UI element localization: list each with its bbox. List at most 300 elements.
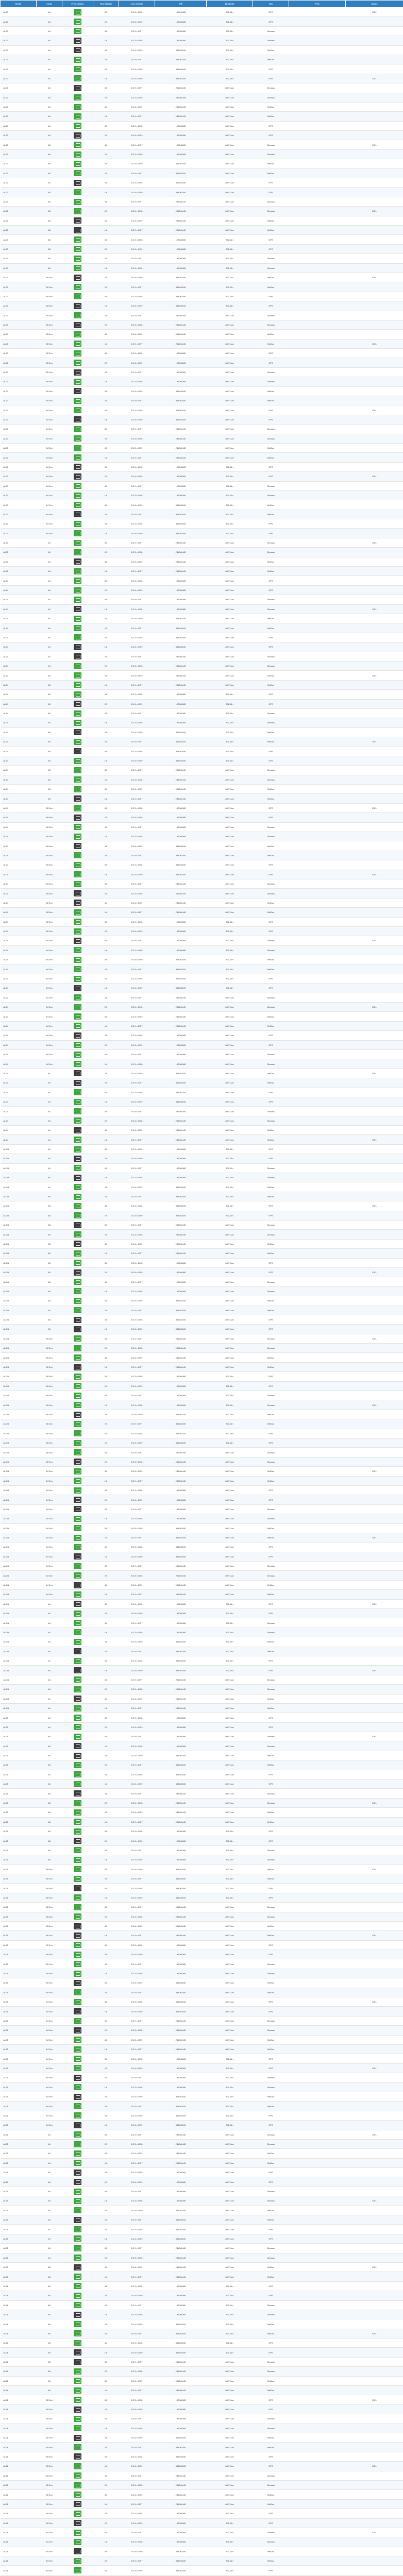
table-row[interactable] xyxy=(1,822,403,832)
table-row[interactable] xyxy=(1,614,403,623)
table-row[interactable] xyxy=(1,2111,403,2120)
table-row[interactable] xyxy=(1,2518,403,2528)
table-row[interactable] xyxy=(1,2044,403,2054)
table-row[interactable] xyxy=(1,282,403,292)
table-row[interactable] xyxy=(1,425,403,434)
table-row[interactable] xyxy=(1,1760,403,1770)
table-row[interactable] xyxy=(1,462,403,471)
table-row[interactable] xyxy=(1,803,403,812)
table-row[interactable] xyxy=(1,1703,403,1713)
table-row[interactable] xyxy=(1,2433,403,2443)
table-row[interactable] xyxy=(1,510,403,519)
table-row[interactable] xyxy=(1,2102,403,2111)
table-row[interactable] xyxy=(1,1798,403,1807)
table-row[interactable] xyxy=(1,1874,403,1883)
table-row[interactable] xyxy=(1,1438,403,1447)
table-row[interactable] xyxy=(1,2499,403,2509)
table-row[interactable] xyxy=(1,1069,403,1078)
table-row[interactable] xyxy=(1,2121,403,2130)
table-row[interactable] xyxy=(1,585,403,595)
table-row[interactable] xyxy=(1,1296,403,1306)
table-row[interactable] xyxy=(1,1400,403,1410)
table-row[interactable] xyxy=(1,1372,403,1381)
table-row[interactable] xyxy=(1,718,403,727)
cell: 1/2.3 x 1/2.8 xyxy=(119,917,155,926)
cell: 1.6 xyxy=(93,604,119,614)
table-row[interactable] xyxy=(1,2035,403,2044)
table-row[interactable] xyxy=(1,945,403,955)
table-row[interactable] xyxy=(1,851,403,860)
table-row[interactable] xyxy=(1,386,403,396)
table-row[interactable] xyxy=(1,2092,403,2101)
table-row[interactable] xyxy=(1,1448,403,1457)
table-row[interactable] xyxy=(1,1221,403,1230)
column-header[interactable]: Head xyxy=(37,1,62,8)
cell xyxy=(289,936,346,945)
table-row[interactable] xyxy=(1,1135,403,1144)
table-row[interactable] xyxy=(1,2424,403,2433)
table-row[interactable] xyxy=(1,197,403,206)
table-row[interactable] xyxy=(1,1580,403,1589)
table-row[interactable] xyxy=(1,2480,403,2489)
table-row[interactable] xyxy=(1,2196,403,2206)
table-row[interactable] xyxy=(1,1893,403,1902)
table-row[interactable] xyxy=(1,936,403,945)
table-row[interactable] xyxy=(1,1012,403,1021)
table-row[interactable] xyxy=(1,121,403,130)
table-row[interactable] xyxy=(1,841,403,851)
table-row[interactable] xyxy=(1,2509,403,2518)
table-row[interactable] xyxy=(1,26,403,36)
table-row[interactable] xyxy=(1,2225,403,2234)
column-header[interactable]: Model xyxy=(1,1,37,8)
table-row[interactable] xyxy=(1,2528,403,2537)
table-row[interactable] xyxy=(1,1827,403,1836)
table-row[interactable] xyxy=(1,2300,403,2310)
table-row[interactable] xyxy=(1,405,403,415)
table-row[interactable] xyxy=(1,548,403,557)
table-row[interactable] xyxy=(1,1921,403,1930)
table-row[interactable] xyxy=(1,2206,403,2215)
table-row[interactable] xyxy=(1,292,403,301)
table-row[interactable] xyxy=(1,339,403,348)
table-row[interactable] xyxy=(1,131,403,140)
table-row[interactable] xyxy=(1,1182,403,1192)
table-row[interactable] xyxy=(1,1741,403,1751)
table-row[interactable] xyxy=(1,1154,403,1163)
table-row[interactable] xyxy=(1,2168,403,2177)
table-row[interactable] xyxy=(1,576,403,585)
table-row[interactable] xyxy=(1,1656,403,1665)
table-row[interactable] xyxy=(1,330,403,339)
table-row[interactable] xyxy=(1,2291,403,2300)
table-row[interactable] xyxy=(1,699,403,708)
table-row[interactable] xyxy=(1,813,403,822)
table-row[interactable] xyxy=(1,1078,403,1088)
table-row[interactable] xyxy=(1,453,403,462)
table-row[interactable] xyxy=(1,149,403,159)
table-row[interactable] xyxy=(1,358,403,367)
table-row[interactable] xyxy=(1,2319,403,2329)
table-row[interactable] xyxy=(1,661,403,670)
table-row[interactable] xyxy=(1,2063,403,2073)
table-row[interactable] xyxy=(1,2537,403,2547)
table-row[interactable] xyxy=(1,1903,403,1912)
table-row[interactable] xyxy=(1,775,403,784)
table-row[interactable] xyxy=(1,1457,403,1466)
table-row[interactable] xyxy=(1,1049,403,1059)
table-row[interactable] xyxy=(1,1855,403,1865)
table-row[interactable] xyxy=(1,1286,403,1296)
table-row[interactable] xyxy=(1,1722,403,1732)
table-row[interactable] xyxy=(1,604,403,614)
table-row[interactable] xyxy=(1,2026,403,2035)
table-row[interactable] xyxy=(1,2281,403,2291)
table-row[interactable] xyxy=(1,320,403,329)
table-row[interactable] xyxy=(1,1685,403,1694)
column-header[interactable]: Rear display xyxy=(93,1,119,8)
table-row[interactable] xyxy=(1,36,403,45)
table-row[interactable] xyxy=(1,595,403,604)
table-row[interactable] xyxy=(1,756,403,765)
table-row[interactable] xyxy=(1,74,403,83)
table-row[interactable] xyxy=(1,2187,403,2196)
table-row[interactable] xyxy=(1,1467,403,1476)
table-row[interactable] xyxy=(1,1912,403,1921)
table-row[interactable] xyxy=(1,567,403,576)
table-row[interactable] xyxy=(1,1003,403,1012)
table-row[interactable] xyxy=(1,2556,403,2566)
table-row[interactable] xyxy=(1,737,403,747)
table-row[interactable] xyxy=(1,529,403,538)
table-row[interactable] xyxy=(1,1344,403,1353)
table-row[interactable] xyxy=(1,244,403,253)
table-row[interactable] xyxy=(1,1533,403,1542)
table-row[interactable] xyxy=(1,917,403,926)
table-row[interactable] xyxy=(1,45,403,55)
table-row[interactable] xyxy=(1,207,403,216)
table-row[interactable] xyxy=(1,1808,403,1817)
table-row[interactable] xyxy=(1,2443,403,2452)
table-row[interactable] xyxy=(1,1836,403,1845)
table-row[interactable] xyxy=(1,671,403,680)
table-row[interactable] xyxy=(1,879,403,888)
table-row[interactable] xyxy=(1,974,403,983)
column-header[interactable]: Nav xyxy=(253,1,289,8)
table-row[interactable] xyxy=(1,2490,403,2499)
table-row[interactable] xyxy=(1,1988,403,1997)
table-row[interactable] xyxy=(1,1770,403,1779)
cell: BeiDou xyxy=(253,1069,289,1078)
table-row[interactable] xyxy=(1,680,403,689)
cell: Glonass xyxy=(253,1969,289,1978)
table-row[interactable] xyxy=(1,1126,403,1135)
column-header[interactable]: Front display xyxy=(62,1,93,8)
table-row[interactable] xyxy=(1,1334,403,1343)
table-row[interactable] xyxy=(1,1590,403,1599)
table-row[interactable] xyxy=(1,225,403,234)
table-row[interactable] xyxy=(1,1751,403,1760)
table-row[interactable] xyxy=(1,1258,403,1267)
cell: A4 Eco xyxy=(37,2026,62,2035)
display-badge-icon xyxy=(74,1771,81,1777)
column-header[interactable]: Status xyxy=(346,1,403,8)
table-row[interactable] xyxy=(1,1609,403,1618)
table-row[interactable] xyxy=(1,367,403,377)
table-row[interactable] xyxy=(1,2234,403,2243)
table-row[interactable] xyxy=(1,1732,403,1741)
table-row[interactable] xyxy=(1,1884,403,1893)
table-row[interactable] xyxy=(1,2471,403,2480)
table-row[interactable] xyxy=(1,908,403,917)
table-row[interactable] xyxy=(1,1306,403,1315)
table-row[interactable] xyxy=(1,1163,403,1173)
table-row[interactable] xyxy=(1,642,403,652)
table-row[interactable] xyxy=(1,1419,403,1429)
table-row[interactable] xyxy=(1,993,403,1002)
table-row[interactable] xyxy=(1,1675,403,1684)
table-row[interactable] xyxy=(1,766,403,775)
table-row[interactable] xyxy=(1,1618,403,1628)
table-row[interactable] xyxy=(1,870,403,879)
table-row[interactable] xyxy=(1,1088,403,1097)
table-row[interactable] xyxy=(1,690,403,699)
table-row[interactable] xyxy=(1,2452,403,2461)
table-row[interactable] xyxy=(1,434,403,443)
table-row[interactable] xyxy=(1,273,403,282)
table-row[interactable] xyxy=(1,377,403,386)
display-badge-icon xyxy=(74,521,81,527)
table-row[interactable] xyxy=(1,1950,403,1959)
table-row[interactable] xyxy=(1,311,403,320)
table-row[interactable] xyxy=(1,93,403,102)
cell xyxy=(346,1306,403,1315)
table-row[interactable] xyxy=(1,1523,403,1533)
table-row[interactable] xyxy=(1,1097,403,1106)
table-row[interactable] xyxy=(1,83,403,93)
table-row[interactable] xyxy=(1,2139,403,2148)
table-row[interactable] xyxy=(1,1410,403,1419)
cell: GPS xyxy=(253,690,289,699)
table-row[interactable] xyxy=(1,1211,403,1220)
table-row[interactable] xyxy=(1,1969,403,1978)
table-row[interactable] xyxy=(1,1562,403,1571)
table-row[interactable] xyxy=(1,2357,403,2366)
table-row[interactable] xyxy=(1,1978,403,1988)
table-row[interactable] xyxy=(1,1362,403,1371)
table-row[interactable] xyxy=(1,2386,403,2395)
table-row[interactable] xyxy=(1,1173,403,1182)
cell: 1/1.8 x 1/2.9 xyxy=(119,500,155,510)
column-header[interactable]: Lens module xyxy=(119,1,155,8)
table-row[interactable] xyxy=(1,2566,403,2575)
table-row[interactable] xyxy=(1,349,403,358)
table-row[interactable] xyxy=(1,2272,403,2281)
table-row[interactable] xyxy=(1,1552,403,1561)
table-row[interactable] xyxy=(1,1267,403,1277)
table-row[interactable] xyxy=(1,2082,403,2092)
table-row[interactable] xyxy=(1,2310,403,2319)
cell: 3840x2160 xyxy=(155,2566,207,2575)
table-row[interactable] xyxy=(1,1391,403,1400)
table-row[interactable] xyxy=(1,8,403,17)
table-row[interactable] xyxy=(1,17,403,26)
table-row[interactable] xyxy=(1,2376,403,2385)
display-badge-icon xyxy=(74,1430,81,1436)
table-row[interactable] xyxy=(1,1239,403,1248)
table-row[interactable] xyxy=(1,55,403,64)
cell: Glonass xyxy=(253,1448,289,1457)
column-header[interactable]: Price xyxy=(289,1,346,8)
table-row[interactable] xyxy=(1,1325,403,1334)
table-row[interactable] xyxy=(1,652,403,661)
table-row[interactable] xyxy=(1,1429,403,1438)
table-row[interactable] xyxy=(1,860,403,870)
table-row[interactable] xyxy=(1,2462,403,2471)
cell: 1/1.8 x 1/2.9 xyxy=(119,1267,155,1277)
table-row[interactable] xyxy=(1,2338,403,2348)
table-row[interactable] xyxy=(1,443,403,452)
column-header[interactable]: Bluetooth xyxy=(207,1,253,8)
table-row[interactable] xyxy=(1,1789,403,1798)
table-row[interactable] xyxy=(1,481,403,490)
table-row[interactable] xyxy=(1,984,403,993)
table-row[interactable] xyxy=(1,1381,403,1391)
table-row[interactable] xyxy=(1,1476,403,1485)
table-row[interactable] xyxy=(1,2016,403,2025)
cell: AL23 xyxy=(1,320,37,329)
table-row[interactable] xyxy=(1,2547,403,2556)
table-row[interactable] xyxy=(1,1647,403,1656)
table-row[interactable] xyxy=(1,2215,403,2225)
table-row[interactable] xyxy=(1,415,403,424)
table-row[interactable] xyxy=(1,1504,403,1514)
table-row[interactable] xyxy=(1,159,403,168)
table-row[interactable] xyxy=(1,557,403,566)
table-row[interactable] xyxy=(1,64,403,74)
table-row[interactable] xyxy=(1,490,403,500)
table-row[interactable] xyxy=(1,112,403,121)
table-row[interactable] xyxy=(1,216,403,225)
table-row[interactable] xyxy=(1,1845,403,1855)
table-row[interactable] xyxy=(1,2130,403,2139)
table-row[interactable] xyxy=(1,1021,403,1030)
table-row[interactable] xyxy=(1,1116,403,1125)
column-header[interactable]: Wifi xyxy=(155,1,207,8)
table-row[interactable] xyxy=(1,2348,403,2357)
table-row[interactable] xyxy=(1,188,403,197)
table-row[interactable] xyxy=(1,1694,403,1703)
table-row[interactable] xyxy=(1,140,403,149)
table-row[interactable] xyxy=(1,2367,403,2376)
table-row[interactable] xyxy=(1,2073,403,2082)
table-row[interactable] xyxy=(1,898,403,907)
table-row[interactable] xyxy=(1,2329,403,2338)
table-row[interactable] xyxy=(1,168,403,178)
table-row[interactable] xyxy=(1,1865,403,1874)
table-row[interactable] xyxy=(1,1031,403,1040)
table-row[interactable] xyxy=(1,2253,403,2262)
cell xyxy=(346,519,403,529)
table-row[interactable] xyxy=(1,1514,403,1523)
table-row[interactable] xyxy=(1,263,403,273)
table-row[interactable] xyxy=(1,1059,403,1069)
table-row[interactable] xyxy=(1,500,403,510)
table-row[interactable] xyxy=(1,785,403,794)
table-row[interactable] xyxy=(1,1599,403,1608)
table-row[interactable] xyxy=(1,2244,403,2253)
table-row[interactable] xyxy=(1,102,403,111)
table-row[interactable] xyxy=(1,2395,403,2404)
table-row[interactable] xyxy=(1,1277,403,1286)
table-row[interactable] xyxy=(1,926,403,936)
table-row[interactable] xyxy=(1,1192,403,1201)
table-row[interactable] xyxy=(1,1637,403,1647)
table-row[interactable] xyxy=(1,633,403,642)
table-row[interactable] xyxy=(1,1666,403,1675)
table-row[interactable] xyxy=(1,1931,403,1940)
table-row[interactable] xyxy=(1,747,403,756)
table-row[interactable] xyxy=(1,2177,403,2187)
table-row[interactable] xyxy=(1,1485,403,1495)
table-row[interactable] xyxy=(1,1543,403,1552)
table-row[interactable] xyxy=(1,1817,403,1826)
table-row[interactable] xyxy=(1,1201,403,1211)
table-row[interactable] xyxy=(1,2262,403,2272)
table-row[interactable] xyxy=(1,1628,403,1637)
table-row[interactable] xyxy=(1,2414,403,2424)
table-row[interactable] xyxy=(1,2158,403,2167)
table-row[interactable] xyxy=(1,1230,403,1239)
table-row[interactable] xyxy=(1,538,403,547)
table-row[interactable] xyxy=(1,964,403,974)
table-row[interactable] xyxy=(1,1353,403,1362)
table-row[interactable] xyxy=(1,794,403,803)
table-row[interactable] xyxy=(1,1249,403,1258)
table-row[interactable] xyxy=(1,1780,403,1789)
table-row[interactable] xyxy=(1,1959,403,1969)
table-row[interactable] xyxy=(1,254,403,263)
table-row[interactable] xyxy=(1,2007,403,2016)
table-row[interactable] xyxy=(1,519,403,529)
table-row[interactable] xyxy=(1,396,403,405)
table-row[interactable] xyxy=(1,472,403,481)
table-row[interactable] xyxy=(1,727,403,737)
table-row[interactable] xyxy=(1,1495,403,1504)
table-row[interactable] xyxy=(1,2149,403,2158)
table-row[interactable] xyxy=(1,2404,403,2414)
cell xyxy=(289,2130,346,2139)
table-row[interactable] xyxy=(1,623,403,633)
table-row[interactable] xyxy=(1,1040,403,1049)
table-row[interactable] xyxy=(1,832,403,841)
table-row[interactable] xyxy=(1,1315,403,1324)
table-row[interactable] xyxy=(1,1107,403,1116)
table-row[interactable] xyxy=(1,301,403,311)
cell xyxy=(289,178,346,188)
table-row[interactable] xyxy=(1,889,403,898)
table-row[interactable] xyxy=(1,2054,403,2063)
table-row[interactable] xyxy=(1,1571,403,1580)
table-row[interactable] xyxy=(1,1940,403,1950)
table-row[interactable] xyxy=(1,708,403,718)
table-row[interactable] xyxy=(1,955,403,964)
table-row[interactable] xyxy=(1,235,403,244)
table-row[interactable] xyxy=(1,1713,403,1722)
table-row[interactable] xyxy=(1,178,403,188)
table-row[interactable] xyxy=(1,1144,403,1154)
table-row[interactable] xyxy=(1,1997,403,2007)
